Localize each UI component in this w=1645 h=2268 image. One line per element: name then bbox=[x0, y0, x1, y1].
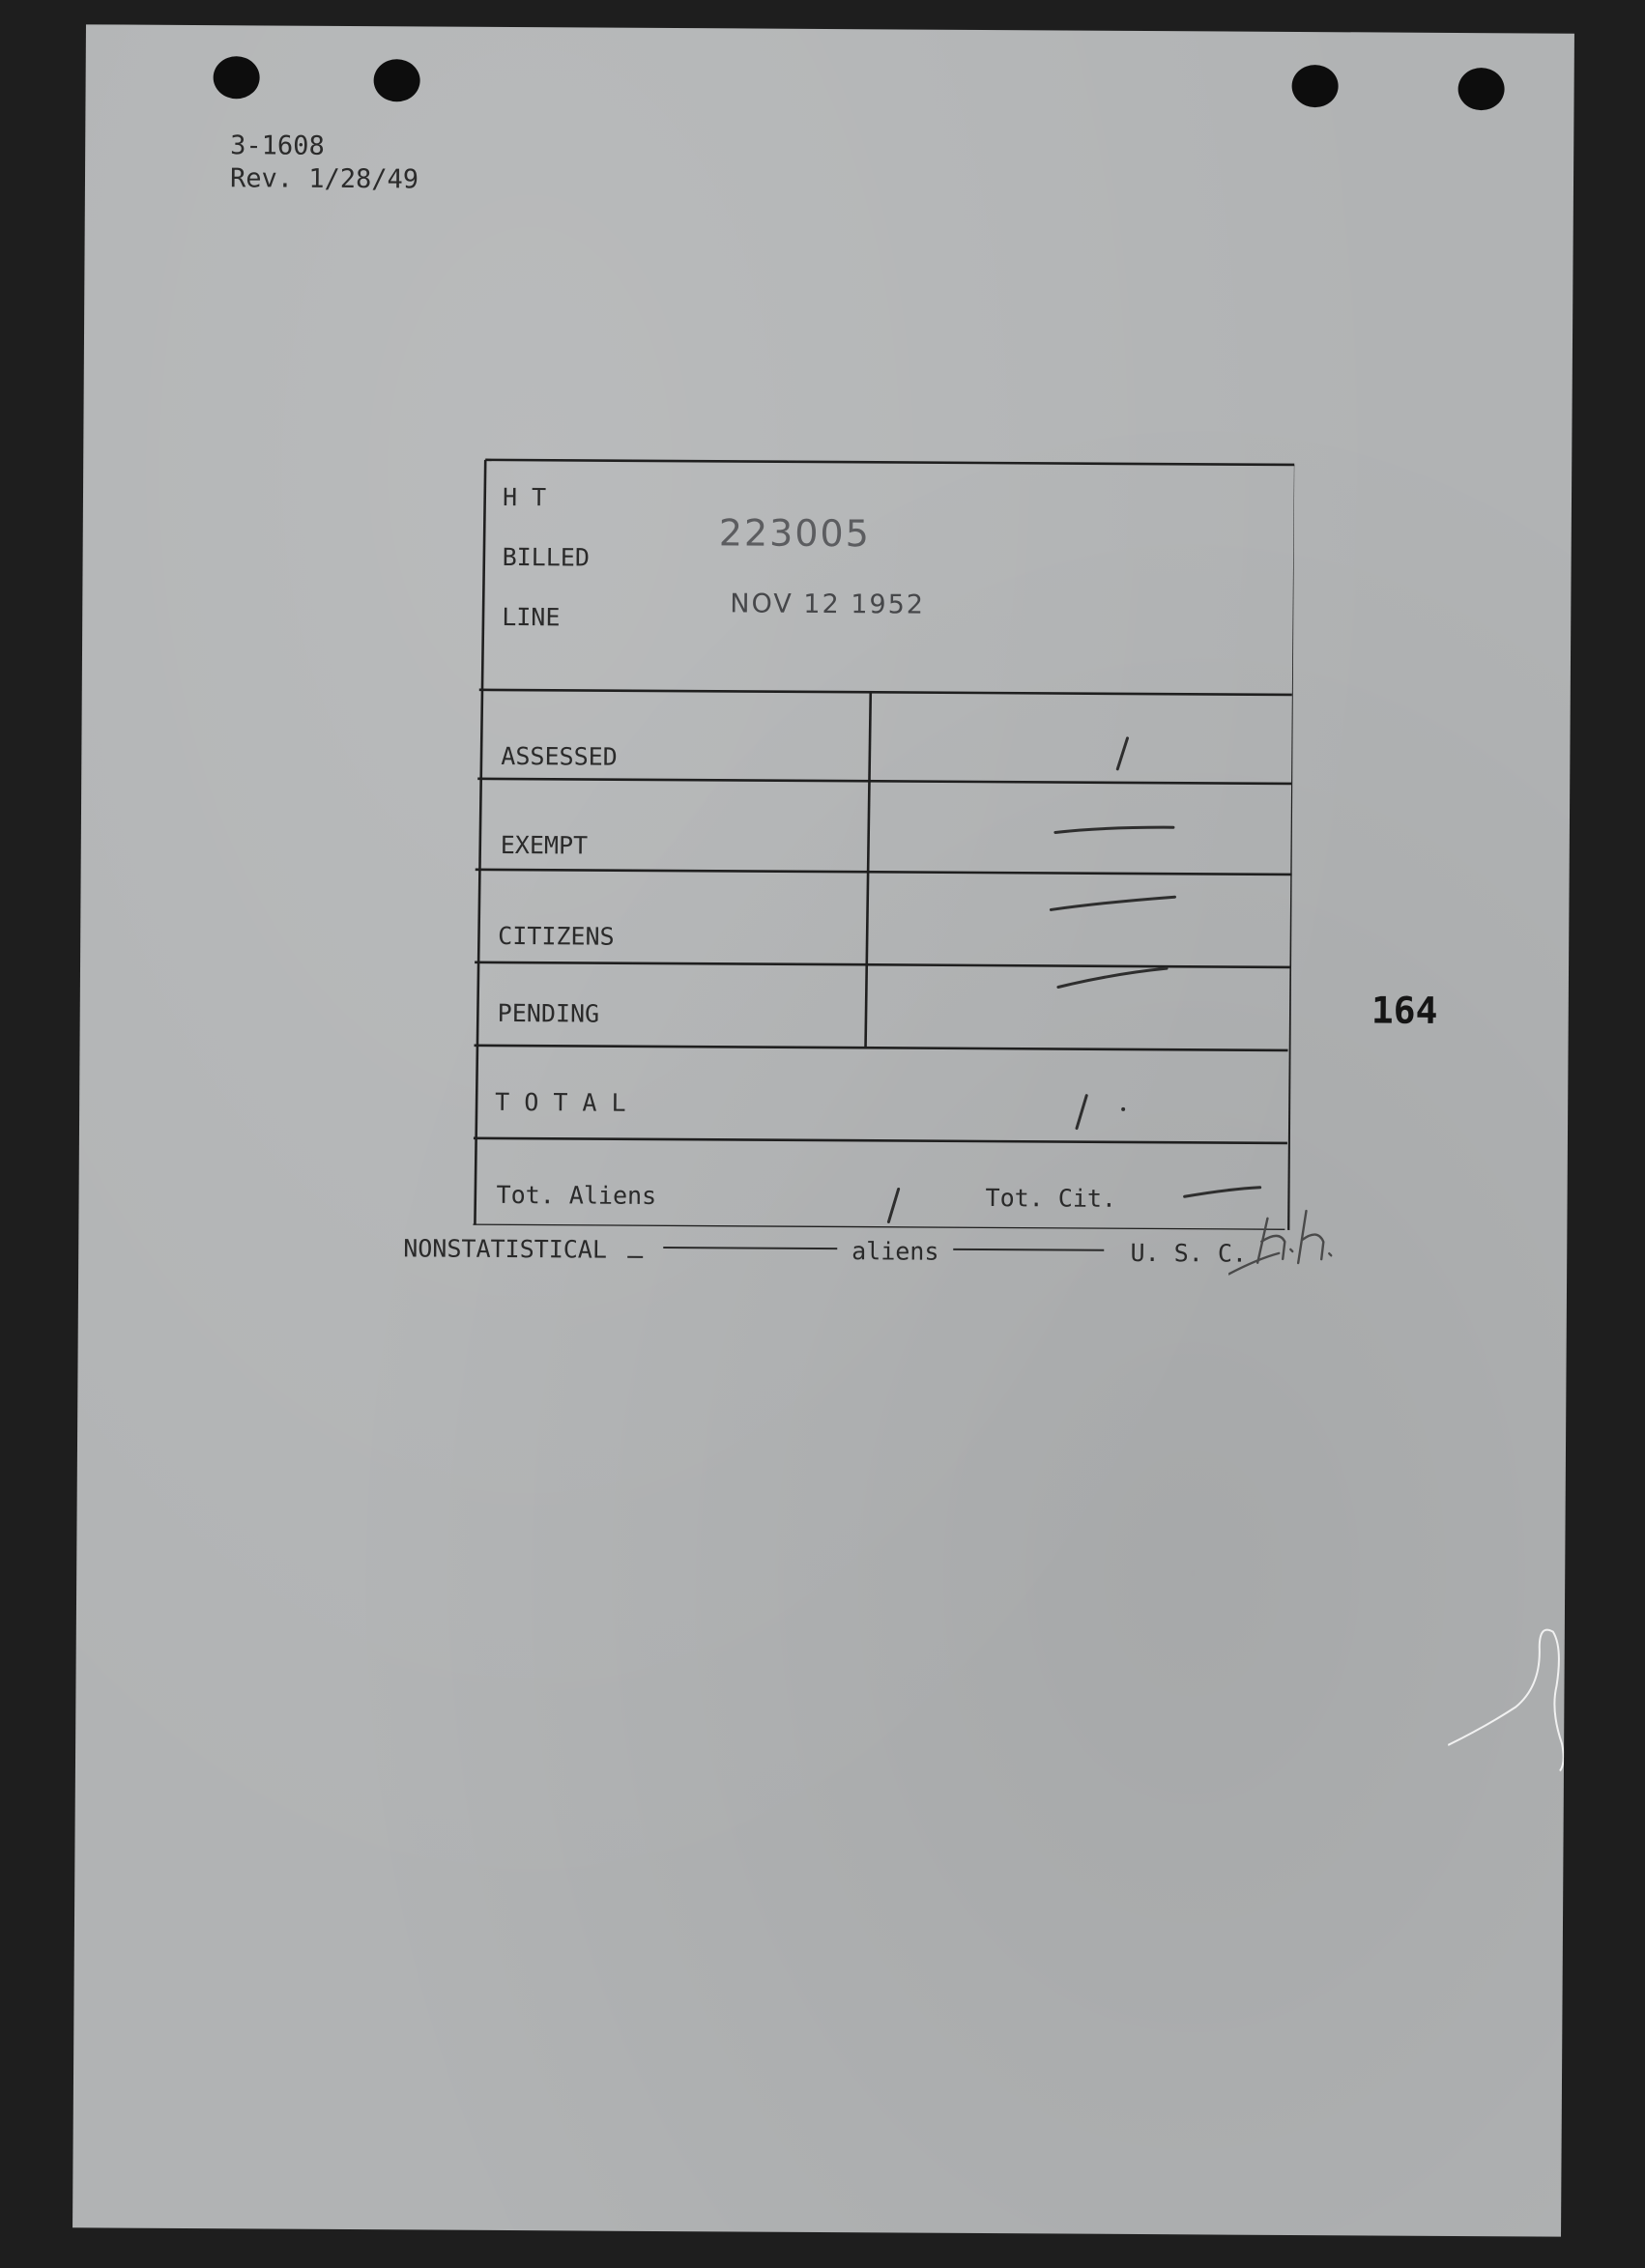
billed-label: BILLED bbox=[502, 542, 591, 572]
total-label: T O T A L bbox=[495, 1087, 626, 1117]
usc-label: U. S. C. bbox=[1130, 1238, 1248, 1268]
punch-hole-4 bbox=[1457, 68, 1504, 110]
stamped-date: NOV 12 1952 bbox=[730, 589, 926, 620]
form-revision: Rev. 1/28/49 bbox=[229, 163, 419, 195]
citizens-label: CITIZENS bbox=[498, 921, 615, 951]
document-page bbox=[72, 24, 1574, 2236]
punch-hole-3 bbox=[1291, 65, 1338, 107]
pending-label: PENDING bbox=[497, 998, 600, 1028]
nonstatistical-label: NONSTATISTICAL bbox=[403, 1234, 608, 1264]
total-value-mark bbox=[1077, 1096, 1086, 1129]
tot-aliens-label: Tot. Aliens bbox=[496, 1180, 657, 1210]
punch-hole-1 bbox=[214, 56, 260, 99]
assessed-value-mark bbox=[1117, 738, 1127, 769]
aliens-blank-line bbox=[663, 1247, 837, 1249]
tot-cit-label: Tot. Cit. bbox=[985, 1184, 1117, 1213]
page-number: 164 bbox=[1371, 989, 1438, 1032]
punch-hole-2 bbox=[373, 59, 419, 101]
assessed-label: ASSESSED bbox=[501, 741, 618, 771]
initials-signature bbox=[1228, 1191, 1365, 1279]
form-identifier bbox=[230, 129, 418, 196]
citizens-value-mark bbox=[1051, 896, 1174, 910]
exempt-label: EXEMPT bbox=[500, 830, 589, 860]
ht-label: H T bbox=[502, 482, 547, 512]
tally-form bbox=[474, 452, 1295, 1213]
form-number: 3-1608 bbox=[230, 130, 325, 161]
tot-aliens-value-mark bbox=[888, 1189, 898, 1221]
aliens-label: aliens bbox=[851, 1237, 939, 1266]
handwritten-marks bbox=[473, 452, 1294, 1230]
ink-dot bbox=[1121, 1107, 1125, 1111]
blank-underline bbox=[627, 1256, 643, 1258]
pending-value-mark bbox=[1058, 967, 1167, 988]
stamped-number: 223005 bbox=[718, 511, 871, 556]
nonstatistical-line bbox=[403, 1234, 1247, 1267]
exempt-value-mark bbox=[1055, 826, 1173, 833]
line-label: LINE bbox=[502, 602, 561, 632]
usc-blank-line bbox=[954, 1249, 1105, 1251]
loose-thread bbox=[1448, 1618, 1565, 1773]
